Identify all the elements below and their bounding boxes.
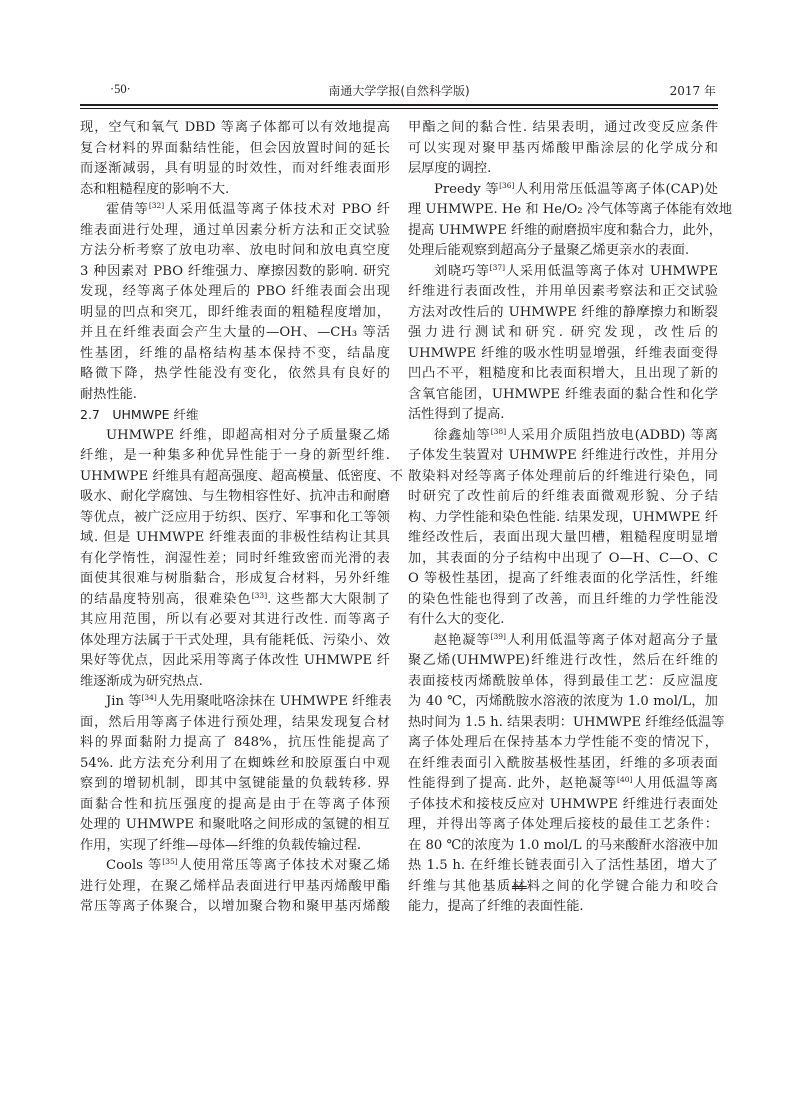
text-run: 性基团，纤维的晶格结构基本保持不变，结晶度 [80,345,390,361]
text-line [408,323,718,344]
citation-marker: [38] [490,426,507,436]
text-run: UHMWPE 纤维的吸水性明显增强，纤维表面变得 [408,345,718,361]
page-number: ·50· [110,82,131,96]
text-run: 现，空气和氧气 DBD 等离子体都可以有效地提高 [80,120,390,135]
text-run: 纤维，是一种集多种优异性能于一身的新型纤维. [80,448,390,463]
text-line [408,713,725,734]
citation-marker: [37] [489,262,506,272]
text-run: 甲酯之间的黏合性. 结果表明，通过改变反应条件 [408,120,718,135]
text-line [80,754,390,775]
text-run: 面黏合性和抗压强度的提高是由于在等离子体预 [80,796,390,812]
text-run: 理 UHMWPE. He 和 He/O₂ 冷气体等离子体能有效地 [408,202,732,217]
text-run: 的结晶度特别高，很难染色 [80,591,252,607]
text-line [80,631,390,652]
text-run: 理，并得出等离子体处理后接枝的最佳工艺条件： [408,817,718,832]
text-run: 面使其很难与树脂黏合，形成复合材料，另外纤维 [80,571,390,586]
text-run: 凹凸不平，粗糙度和比表面积增大，且出现了新的 [408,366,718,381]
text-line [80,487,390,508]
text-line [80,897,390,918]
text-run: 热 1.5 h. 在纤维长链表面引入了活性基团，增大了 [408,858,718,873]
text-line [80,733,390,754]
text-run: 其应用范围，所以有必要对其进行改性. 而等离子 [80,612,390,627]
text-run: 提高 UHMWPE 纤维的耐磨损牢度和黏合力，此外， [408,222,722,238]
running-header [80,80,718,100]
section-heading [80,405,390,426]
text-run: 略微下降，热学性能没有变化，依然具有良好的 [80,366,390,381]
text-line [80,692,390,713]
text-line [408,487,718,508]
text-line [408,856,718,877]
text-line [80,713,390,734]
text-line [408,282,718,303]
text-run: Cools 等 [106,858,163,873]
text-line [408,610,718,631]
text-line [80,241,390,262]
text-run: 吸水、耐化学腐蚀、与生物相容性好、抗冲击和耐磨 [80,489,390,504]
text-run: 察到的增韧机制，即其中氢键能量的负载转移. 界 [80,776,390,791]
text-run: 态和粗糙程度的影响不大. [80,181,230,197]
text-line [80,159,390,180]
citation-marker: [34] [141,693,157,702]
text-run: 54%. 此方法充分利用了在蜘蛛丝和胶原蛋白中观 [80,755,390,771]
text-run: 域. 但是 UHMWPE 纤维表面的非极性结构让其具 [80,530,390,545]
text-line [408,897,718,918]
text-run: 赵艳凝等 [434,632,491,648]
text-line [408,733,718,754]
text-run: 人利用低温等离子体对超高分子量 [505,632,718,648]
text-run: 明显的凹点和突兀，即纤维表面的粗糙程度增加， [80,304,390,320]
text-line [80,508,390,529]
text-run: 纤维与其他基质 [408,878,512,894]
text-run: UHMWPE 纤维具有超高强度、超高模量、低密度、不 [80,468,403,484]
text-run: 体处理方法属于干式处理，具有能耗低、污染小、效 [80,632,390,648]
text-run: 强力进行测试和研究. 研究发现，改性后的 [408,325,718,340]
text-run: 有化学惰性，润湿性差；同时纤维致密而光滑的表 [80,550,390,566]
text-run: 刘晓巧等 [434,263,490,279]
text-line [80,610,390,631]
text-line [80,815,390,836]
text-run: 活性得到了提高. [408,407,505,422]
text-run: 人利用常压低温等离子体(CAP)处 [514,181,718,197]
text-line [80,118,390,139]
text-run: 2.7 UHMWPE 纤维 [80,407,199,422]
publication-year: 2017 年 [669,84,716,98]
text-run: 纤维进行表面改性，并用单因素考察法和正交试验 [408,284,718,299]
text-run: 人使用常压等离子体技术对聚乙烯 [177,858,391,873]
text-line [408,877,718,898]
text-line [408,631,718,652]
citation-marker: [32] [148,201,165,210]
text-run: 可以实现对聚甲基丙烯酸甲酯涂层的化学成分和 [408,140,718,156]
text-run: UHMWPE 纤维，即超高相对分子质量聚乙烯 [106,427,390,443]
left-column [80,118,403,918]
citation-marker: [33] [251,590,268,600]
text-run: 性能得到了提高. 此外，赵艳凝等 [408,776,618,791]
text-line [80,795,390,816]
text-run: Preedy 等 [434,181,500,197]
text-run: 并且在纤维表面会产生大量的—OH、—CH₃ 等活 [80,325,390,340]
text-line [80,139,390,160]
text-run: 进行处理，在聚乙烯样品表面进行甲基丙烯酸甲酯 [80,878,390,894]
text-line [80,569,390,590]
text-line [408,303,718,324]
text-line [408,815,718,836]
text-line [408,651,718,672]
text-run: 常压等离子体聚合，以增加聚合物和聚甲基丙烯酸 [80,899,390,914]
text-line [408,159,718,180]
citation-marker: [39] [490,631,506,641]
text-line [408,528,718,549]
text-run: 发现，经等离子体处理后的 PBO 纤维表面会出现 [80,284,390,299]
text-line [408,262,718,283]
text-line [408,549,718,570]
text-line [80,303,390,324]
text-run: 作用，实现了纤维—母体—纤维的负载传输过程. [80,837,362,853]
text-run: 维表面进行处理，通过单因素分析方法和正交试验 [80,222,390,238]
text-line [408,836,718,857]
text-line [408,405,718,426]
text-run: 方法分析考察了放电功率、放电时间和放电真空度 [80,243,390,258]
text-run: 处理的 UHMWPE 和聚吡咯之间形成的氢键的相互 [80,817,390,832]
text-run: 料之间的化学键合能力和咬合 [526,878,719,894]
text-run: 等优点，被广泛应用于纺织、医疗、军事和化工等领 [80,509,390,525]
text-line [408,774,718,795]
text-line [408,139,718,160]
text-line [408,754,718,775]
text-line [80,344,390,365]
text-run: 耐热性能. [80,386,137,402]
text-line [80,200,390,221]
text-run: . 这些都大大限制了 [267,591,391,607]
text-line [408,344,718,365]
text-run: 子体技术和接枝反应对 UHMWPE 纤维进行表面处 [408,796,718,812]
text-run: 的染色性能也得到了改善，而且纤维的力学性能没 [408,591,718,607]
text-run: 3 种因素对 PBO 纤维强力、摩擦因数的影响. 研究 [80,263,390,279]
text-run: 面，然后用等离子体进行预处理，结果发现复合材 [80,714,390,730]
text-line [408,795,718,816]
text-run: 在 80 ℃的浓度为 1.0 mol/L 的马来酸酐水溶液中加 [408,837,718,853]
text-line [408,467,718,488]
text-run: 热时间为 1.5 h. 结果表明：UHMWPE 纤维经低温等 [408,714,725,730]
text-run: 方法对改性后的 UHMWPE 纤维的静摩擦力和断裂 [408,304,718,320]
text-run: 霍倩等 [106,202,149,217]
text-line [80,672,390,693]
citation-marker: [40] [617,775,633,784]
text-run: 含氧官能团，UHMWPE 纤维表面的黏合性和化学 [408,386,718,402]
text-line [80,364,390,385]
text-run: 离子体处理后在保持基本力学性能不变的情况下， [408,735,718,750]
text-line [408,364,718,385]
text-line [408,508,718,529]
text-line [408,241,718,262]
text-run: 子体发生装置对 UHMWPE 纤维进行改性，并用分 [408,448,718,463]
text-line [80,426,390,447]
text-line [80,549,390,570]
text-run: 时研究了改性前后的纤维表面微观形貌、分子结 [408,489,718,504]
text-line [80,221,390,242]
text-run: 为 40 ℃，丙烯酰胺水溶液的浓度为 1.0 mol/L，加 [408,694,718,709]
text-run: O 等极性基团，提高了纤维表面的化学活性，纤维 [408,571,718,586]
text-line [80,323,390,344]
text-line [408,446,718,467]
text-run: 维经改性后，表面出现大量凹槽，粗糙程度明显增 [408,530,718,545]
text-run: 处理后能观察到超高分子量聚乙烯更亲水的表面. [408,243,690,258]
text-run: 人用低温等离 [632,776,718,791]
text-run: 徐鑫灿等 [434,427,491,443]
text-run: Jin 等 [106,694,142,709]
header-rule-thin [80,108,718,109]
text-line [408,180,718,201]
text-line [408,692,718,713]
text-line [408,569,718,590]
struck-character: 材 [511,878,527,894]
text-line [80,385,390,406]
text-run: 复合材料的界面黏结性能，但会因放置时间的延长 [80,140,390,156]
text-run: 能力，提高了纤维的表面性能. [408,899,584,914]
text-run: 人采用介质阻挡放电(ADBD) 等离 [506,427,718,443]
text-line [80,836,390,857]
citation-marker: [35] [162,857,178,866]
text-line [80,651,390,672]
text-run: 有什么大的变化. [408,612,505,627]
text-run: 而逐渐减弱，具有明显的时效性，而对纤维表面形 [80,161,390,176]
header-rule-thick [80,104,718,106]
text-run: 聚乙烯(UHMWPE)纤维进行改性，然后在纤维的 [408,653,718,668]
text-run: 在纤维表面引入酰胺基极性基团，纤维的多项表面 [408,755,718,771]
text-run: 表面接枝丙烯酰胺单体，得到最佳工艺：反应温度 [408,673,718,689]
text-run: 层厚度的调控. [408,161,492,176]
text-line [80,774,390,795]
text-run: 料的界面黏附力提高了 848%，抗压性能提高了 [80,735,390,750]
text-line [408,118,718,139]
text-line [80,590,390,611]
text-run: 人采用低温等离子体技术对 PBO 纤 [164,202,390,217]
text-run: 加，其表面的分子结构中出现了 O—H、C—O、C [408,550,718,566]
text-line [408,590,718,611]
text-line [80,262,390,283]
text-run: 构、力学性能和染色性能. 结果发现，UHMWPE 纤 [408,509,718,525]
text-line [408,385,718,406]
right-column [408,118,732,918]
text-line [80,467,403,488]
text-line [408,426,718,447]
text-line [80,528,390,549]
text-run: 人采用低温等离子体对 UHMWPE [505,263,718,279]
text-line [80,877,390,898]
text-line [408,672,718,693]
text-line [408,200,732,221]
text-line [80,856,390,877]
text-run: 果好等优点，因此采用等离子体改性 UHMWPE 纤 [80,653,390,668]
citation-marker: [36] [499,180,515,190]
text-line [80,180,390,201]
text-run: 散染料对经等离子体处理前后的纤维进行染色，同 [408,468,718,484]
text-line [80,282,390,303]
journal-title: 南通大学学报(自然科学版) [328,84,470,98]
text-line [80,446,390,467]
text-run: 维逐渐成为研究热点. [80,673,203,689]
text-run: 人先用聚吡咯涂抹在 UHMWPE 纤维表 [156,694,392,709]
text-line [408,221,722,242]
